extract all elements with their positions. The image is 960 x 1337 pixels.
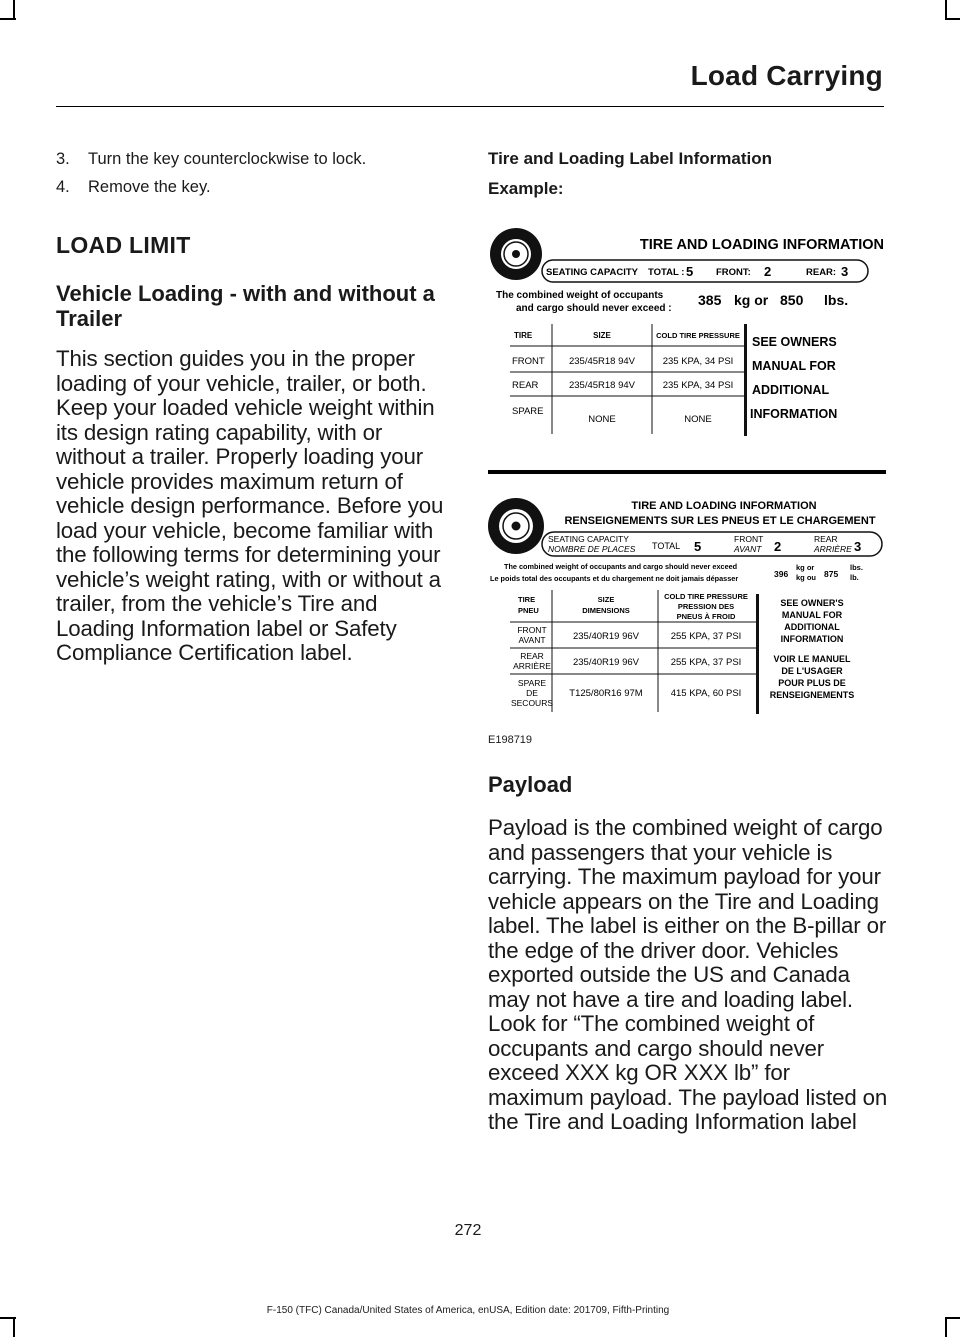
payload-paragraph: Payload is the combined weight of cargo and passengers that your vehicle is carrying. The maximum payload for your vehicle appears on the Tire and Loading label. The label is either on the B-pillar or the edge of the driver door. Vehicles exported outside the US and Canada may not have a tire and loading label. Look for “The combined weight of occupants and cargo should never exceed XXX kg OR XXX lb” for maximum payload. The payload listed on the Tire and Loading Information label bbox=[488, 815, 888, 1134]
label1-row-size: 235/45R18 94V bbox=[568, 380, 636, 391]
label1-lbs: lbs. bbox=[824, 292, 849, 308]
label2-see-owner-en: INFORMATION bbox=[780, 634, 844, 644]
label2-row-size: 235/40R19 96V bbox=[572, 657, 640, 668]
label2-col-tire-fr: PNEU bbox=[518, 606, 539, 615]
label2-title-fr: RENSEIGNEMENTS SUR LES PNEUS ET LE CHARGEMENT bbox=[564, 515, 876, 527]
step-item bbox=[56, 176, 456, 198]
label2-col-pressure-en: COLD TIRE PRESSURE bbox=[664, 592, 748, 601]
label1-kg-or: kg or bbox=[734, 292, 769, 308]
label2-combined-en: The combined weight of occupants and cargo should never exceed bbox=[504, 562, 738, 571]
label1-row-tire: REAR bbox=[512, 380, 539, 391]
label1-see-owners-line: SEE OWNERS bbox=[752, 335, 837, 349]
crop-mark bbox=[945, 1317, 960, 1319]
label2-row-tire-fr: ARRIÈRE bbox=[513, 661, 551, 671]
label1-col-tire: TIRE bbox=[514, 331, 533, 340]
label1-row-tire: SPARE bbox=[512, 406, 544, 417]
label2-row-tire-en: SPARE bbox=[517, 678, 547, 688]
label2-col-pressure-fr2: PNEUS À FROID bbox=[676, 612, 736, 621]
label2-rear-fr: ARRIÈRE bbox=[814, 544, 852, 554]
label2-weight-lbs: 875 bbox=[824, 569, 839, 579]
example-label: Example: bbox=[488, 179, 564, 198]
label2-row-size: 235/40R19 96V bbox=[572, 631, 640, 642]
label2-see-owner-en: MANUAL FOR bbox=[781, 610, 843, 620]
section-subheading: Vehicle Loading - with and without a Trailer bbox=[56, 281, 435, 331]
crop-mark bbox=[13, 1317, 15, 1337]
crop-mark bbox=[945, 18, 960, 20]
label1-seating-capacity: SEATING CAPACITY bbox=[546, 267, 639, 278]
label1-row-tire: FRONT bbox=[512, 356, 545, 367]
label1-combined-line-2: and cargo should never exceed : bbox=[516, 303, 672, 314]
tire-label-heading: Tire and Loading Label Information bbox=[488, 149, 772, 168]
label1-combined-line-1: The combined weight of occupants bbox=[496, 290, 664, 301]
label2-rear-en: REAR bbox=[814, 534, 838, 544]
payload-heading: Payload bbox=[488, 772, 573, 797]
left-column bbox=[56, 148, 456, 666]
label2-row-pressure: 415 KPA, 60 PSI bbox=[670, 688, 742, 699]
page-title: Load Carrying bbox=[690, 60, 883, 91]
label2-divider bbox=[756, 594, 759, 714]
label2-seating-en: SEATING CAPACITY bbox=[548, 534, 629, 544]
label2-total-label: TOTAL bbox=[652, 541, 681, 551]
crop-mark bbox=[0, 18, 16, 20]
label2-title-en: TIRE AND LOADING INFORMATION bbox=[631, 500, 817, 512]
label2-total-value: 5 bbox=[694, 539, 702, 554]
label2-see-owner-fr: VOIR LE MANUEL bbox=[773, 654, 851, 664]
crop-mark bbox=[13, 0, 15, 20]
section-paragraph: This section guides you in the proper loading of your vehicle, trailer, or both. Keep your loaded vehicle weight within its design rating capability, with or without a trailer. Properly loading your vehicle provides maximum return of vehicle design performance. Before you load your vehicle, become familiar with the following terms for determining your vehicle’s weight rating, with or without a trailer, from the vehicle’s Tire and Loading Information label or Safety Compliance Certification label. bbox=[56, 346, 444, 665]
label2-row-size: T125/80R16 97M bbox=[569, 688, 643, 699]
label2-lbs-en: lbs. bbox=[850, 563, 863, 572]
label2-seating-fr: NOMBRE DE PLACES bbox=[548, 544, 636, 554]
step-text: Remove the key. bbox=[88, 178, 211, 196]
step-text: Turn the key counterclockwise to lock. bbox=[88, 150, 367, 168]
label2-lbs-fr: lb. bbox=[850, 573, 859, 582]
page-number: 272 bbox=[454, 1222, 482, 1239]
label2-see-owner-en: ADDITIONAL bbox=[784, 622, 840, 632]
tire-loading-label-example-2 bbox=[488, 490, 886, 722]
label2-weight-kg: 396 bbox=[774, 569, 789, 579]
crop-mark bbox=[945, 0, 947, 20]
label2-front-en: FRONT bbox=[734, 534, 764, 544]
label1-col-pressure: COLD TIRE PRESSURE bbox=[656, 331, 740, 340]
label1-row-pressure: 235 KPA, 34 PSI bbox=[662, 356, 734, 367]
label1-see-owners-line: INFORMATION bbox=[750, 407, 838, 421]
label2-row-tire-en: FRONT bbox=[517, 625, 547, 635]
label1-row-size: 235/45R18 94V bbox=[568, 356, 636, 367]
step-item bbox=[56, 148, 456, 170]
label2-row-tire-fr: DE bbox=[526, 688, 538, 698]
label1-see-owners-line: ADDITIONAL bbox=[752, 383, 830, 397]
label2-kg-or-en: kg or bbox=[796, 563, 815, 572]
label2-rear-value: 3 bbox=[854, 539, 862, 554]
label1-total-label: TOTAL : bbox=[648, 267, 685, 278]
label1-front-label: FRONT: bbox=[716, 267, 751, 278]
label1-rear-value: 3 bbox=[841, 264, 849, 279]
label2-col-pressure-fr1: PRESSION DES bbox=[677, 602, 735, 611]
crop-mark bbox=[0, 1317, 16, 1319]
label1-row-size: NONE bbox=[588, 414, 616, 425]
right-column-top bbox=[488, 148, 888, 208]
label1-title: TIRE AND LOADING INFORMATION bbox=[639, 237, 884, 253]
right-column-bottom bbox=[488, 772, 888, 1135]
label2-combined-fr: Le poids total des occupants et du chargement ne doit jamais dépasser bbox=[490, 574, 739, 583]
label2-col-size-fr: DIMENSIONS bbox=[582, 606, 630, 615]
tire-icon bbox=[490, 228, 542, 280]
label1-front-value: 2 bbox=[764, 264, 772, 279]
label2-see-owner-en: SEE OWNER'S bbox=[780, 598, 844, 608]
label2-front-fr: AVANT bbox=[734, 544, 762, 554]
label1-total-value: 5 bbox=[686, 264, 694, 279]
label2-kg-or-fr: kg ou bbox=[796, 573, 816, 582]
label2-see-owner-fr: RENSEIGNEMENTS bbox=[769, 690, 855, 700]
label1-row-pressure: NONE bbox=[684, 414, 712, 425]
step-number: 3. bbox=[56, 150, 70, 168]
label1-divider bbox=[744, 324, 747, 436]
figure-id: E198719 bbox=[488, 734, 533, 746]
crop-mark bbox=[945, 1317, 947, 1337]
label2-row-pressure: 255 KPA, 37 PSI bbox=[670, 657, 742, 668]
step-number: 4. bbox=[56, 178, 70, 196]
label2-row-tire-fr2: SECOURS bbox=[510, 698, 554, 708]
label2-row-pressure: 255 KPA, 37 PSI bbox=[670, 631, 742, 642]
label2-see-owner-fr: DE L'USAGER bbox=[781, 666, 843, 676]
label2-col-size-en: SIZE bbox=[597, 595, 615, 604]
label1-rear-label: REAR: bbox=[806, 267, 837, 278]
tire-loading-label-example-1 bbox=[488, 220, 886, 445]
label1-col-size: SIZE bbox=[593, 331, 611, 340]
label1-weight-lbs: 850 bbox=[780, 292, 804, 308]
title-rule bbox=[56, 106, 884, 107]
label1-see-owners-line: MANUAL FOR bbox=[752, 359, 836, 373]
figure-divider bbox=[488, 470, 886, 474]
footer-text: F-150 (TFC) Canada/United States of America, enUSA, Edition date: 201709, Fifth-Printing bbox=[266, 1305, 670, 1316]
tire-icon bbox=[488, 498, 544, 554]
label1-weight-kg: 385 bbox=[698, 292, 722, 308]
label1-row-pressure: 235 KPA, 34 PSI bbox=[662, 380, 734, 391]
section-heading: LOAD LIMIT bbox=[56, 232, 191, 258]
label2-see-owner-fr: POUR PLUS DE bbox=[778, 678, 846, 688]
label2-row-tire-fr: AVANT bbox=[518, 635, 546, 645]
label2-col-tire-en: TIRE bbox=[518, 595, 536, 604]
label2-front-value: 2 bbox=[774, 539, 782, 554]
label2-row-tire-en: REAR bbox=[520, 651, 544, 661]
